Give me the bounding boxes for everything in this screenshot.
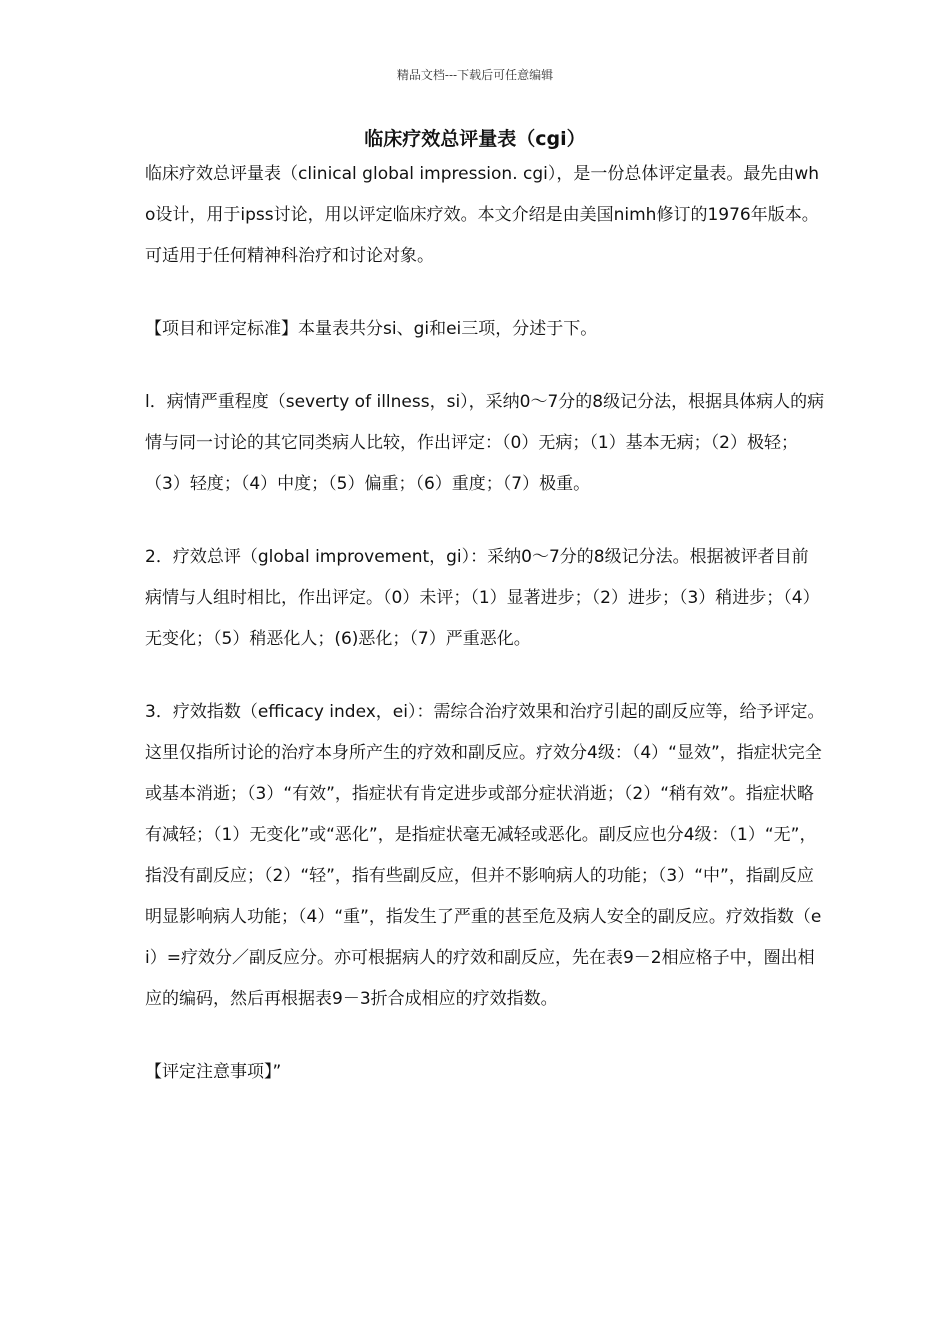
paragraph-spacer [145, 1020, 825, 1052]
paragraph-spacer [145, 660, 825, 692]
section-heading-notes: 【评定注意事项】” [145, 1062, 282, 1082]
document-body [145, 154, 825, 1093]
header-note: 精品文档---下载后可任意编辑 [396, 68, 554, 82]
intro-paragraph: 临床疗效总评量表（clinical global impression. cgi），是一份总体评定量表。最先由who设计，用于ipss讨论，用以评定临床疗效。本文介绍是由美国nimh修订的1976年版本。可适用于任何精神科治疗和讨论对象。 [145, 164, 820, 266]
section-heading-items: 【项目和评定标准】本量表共分si、gi和ei三项，分述于下。 [145, 319, 598, 339]
document-title: 临床疗效总评量表（cgi） [364, 128, 586, 150]
item-efficacy-paragraph: 3．疗效指数（efficacy index，ei）：需综合治疗效果和治疗引起的副反应等，给予评定。这里仅指所讨论的治疗本身所产生的疗效和副反应。疗效分4级：（4）“显效”，指症状完全或基本消逝；（3）“有效”，指症状有肯定进步或部分症状消逝；（2）“稍有效”。指症状略有减轻；（1）无变化”或“恶化”，是指症状毫无减轻或恶化。副反应也分4级：（1）“无”，指没有副反应；（2）“轻”，指有些副反应，但并不影响病人的功能；（3）“中”，指副反应明显影响病人功能；（4）“重”，指发生了严重的甚至危及病人安全的副反应。疗效指数（ei）=疗效分／副反应分。亦可根据病人的疗效和副反应，先在表9－2相应格子中，圈出相应的编码，然后再根据表9－3折合成相应的疗效指数。 [145, 702, 825, 1009]
item-improvement-paragraph: 2．疗效总评（global improvement，gi）：采纳0～7分的8级记分法。根据被评者目前病情与人组时相比，作出评定。（0）未评；（1）显著进步；（2）进步；（3）稍进步；（4）无变化；（5）稍恶化人；(6)恶化；（7）严重恶化。 [145, 547, 820, 649]
item-severity-paragraph: l．病情严重程度（severty of illness，si），采纳0～7分的8级记分法，根据具体病人的病情与同一讨论的其它同类病人比较，作出评定：（0）无病；（1）基本无病；（2）极轻；（3）轻度；（4）中度；（5）偏重；（6）重度；（7）极重。 [145, 392, 825, 494]
paragraph-spacer [145, 277, 825, 309]
paragraph-spacer [145, 505, 825, 537]
paragraph-spacer [145, 350, 825, 382]
